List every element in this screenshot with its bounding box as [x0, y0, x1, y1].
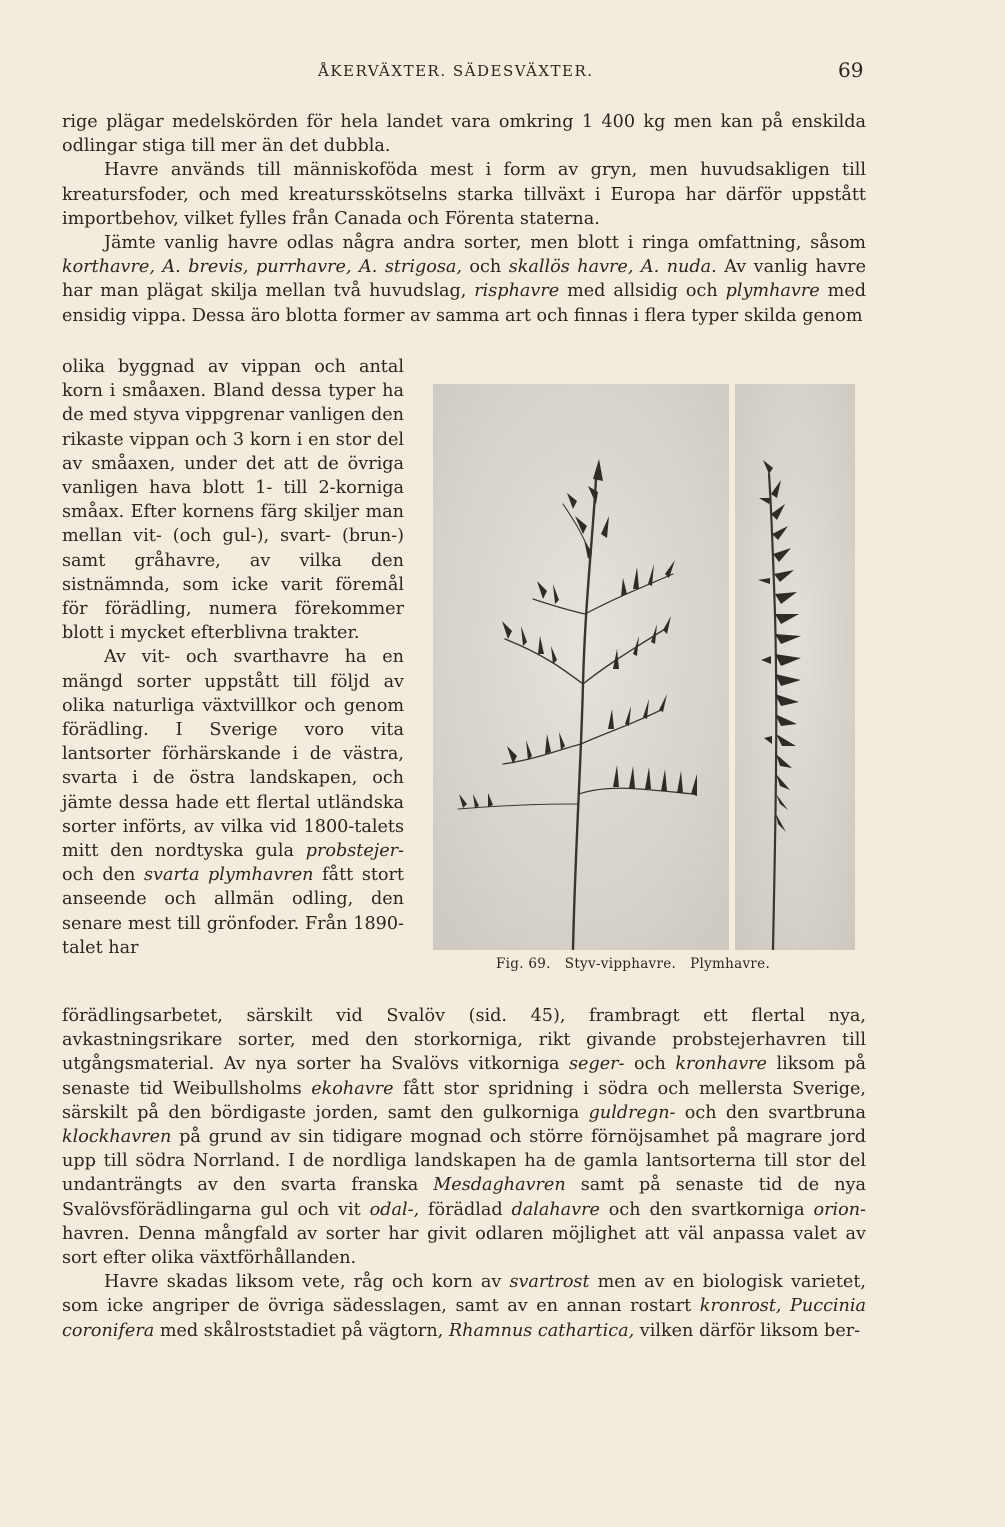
text-run: och den svartkorniga — [599, 1199, 814, 1220]
italic-run: odal-, — [369, 1199, 420, 1220]
text-run: men av en biologisk varietet, som icke angriper de övriga sädesslagen, samt av en annan rostart — [62, 1272, 866, 1317]
italic-run: svartrost — [509, 1272, 590, 1293]
figure-caption — [496, 956, 770, 972]
italic-run: risphavre — [474, 281, 560, 302]
oat-photographs — [433, 384, 855, 950]
text-run: fått stort anseende och allmän odling, den senare mest till grönfoder. Från 1890-talet har — [62, 865, 404, 958]
italic-run: svarta plymhavren — [144, 865, 314, 886]
text-run: med allsidig och — [559, 281, 726, 302]
paragraph-4-continued — [62, 1004, 866, 1270]
text-column-left — [62, 355, 404, 960]
page-number: 69 — [838, 58, 864, 82]
text-run: havren. Denna mångfald av sorter har givit odlaren möjlighet att väl anpassa valet av sort efter olika växtförhållanden. — [62, 1223, 866, 1269]
text-run: och — [624, 1054, 676, 1075]
text-run: Jämte vanlig havre odlas några andra sorter, men blott i ringa omfattning, såsom — [104, 233, 866, 254]
text-run: Av vanlig havre har man plägat skilja mellan två huvudslag, — [62, 257, 866, 302]
italic-run: dalahavre — [511, 1199, 600, 1220]
text-run: och den svartbruna — [675, 1102, 866, 1123]
paragraph-3-continued: olika byggnad av vippan och antal korn i småaxen. Bland dessa typer ha de med styva vippgrenar vanligen den rikaste vippan och 3 korn i en stor del av småaxen, under det att de övriga vanligen hava blott 1- till 2-korniga småax. Efter kornens färg skiljer man mellan vit- (och gul-), svart- (brun-) samt gråhavre, av vilka den sistnämnda, som icke varit föremål för förädling, numera förekommer blott i mycket efterblivna trakter. — [62, 357, 404, 644]
text-run: liksom på senaste tid Weibullsholms — [62, 1054, 866, 1099]
text-block-bottom — [62, 1004, 866, 1343]
text-run: samt på senaste tid de nya Svalövsförädlingarna gul och vit — [62, 1175, 866, 1220]
text-block-top — [62, 110, 866, 328]
paragraph-2: Havre används till människoföda mest i form av gryn, men huvudsakligen till kreatursfoder, och med kreatursskötselns starka tillväxt i Europa har därför uppstått importbehov, vilket fylles från Canada och Förenta staterna. — [62, 160, 866, 229]
text-run: förädlingsarbetet, särskilt vid Svalöv (sid. 45), frambragt ett flertal nya, avkastningsrikare sorter, med den storkorniga, rikt givande probstejerhavren till utgångsmaterial. Av nya sorter ha Svalövs vitkorniga — [62, 1006, 866, 1075]
italic-run: korthavre, A. brevis, purrhavre, A. strigosa, — [62, 257, 462, 278]
text-run: vilken därför liksom ber- — [634, 1320, 861, 1341]
italic-run: seger- — [569, 1054, 625, 1075]
photo-plymhavre — [735, 384, 855, 950]
italic-run: klockhavren — [62, 1127, 172, 1148]
figure-left-title: Styv-vipphavre. — [564, 956, 677, 972]
italic-run: skallös havre, A. nuda. — [508, 257, 717, 278]
paragraph-1: rige plägar medelskörden för hela landet vara omkring 1 400 kg men kan på enskilda odlingar stiga till mer än det dubbla. — [62, 112, 866, 157]
italic-run: plymhavre — [725, 281, 820, 302]
text-run: och den — [62, 865, 144, 886]
text-run: med ensidig vippa. Dessa äro blotta former av samma art och finnas i flera typer skilda genom — [62, 281, 866, 326]
figure-label: Fig. 69. — [496, 956, 551, 972]
italic-run: Rhamnus cathartica, — [448, 1320, 635, 1341]
italic-run: Mesdaghavren — [433, 1175, 566, 1196]
figure-right-title: Plymhavre. — [690, 956, 771, 972]
paragraph-3 — [62, 231, 866, 328]
italic-run: orion- — [813, 1199, 866, 1220]
text-run: fått stor spridning i södra och mellersta Sverige, särskilt på den bördigaste jorden, samt den gulkorniga — [62, 1078, 866, 1123]
text-run: på grund av sin tidigare mognad och större förnöjsamhet på magrare jord upp till södra Norrland. I de nordliga landskapen ha de gamla lantsorterna till stor del undanträngts av den svarta franska — [62, 1127, 866, 1196]
italic-run: kronhavre — [675, 1054, 767, 1075]
italic-run: probstejer- — [305, 841, 404, 862]
italic-run: kronrost, Puccinia coronifera — [62, 1296, 867, 1341]
photo-styv-vipphavre — [433, 384, 729, 950]
text-run: förädlad — [419, 1199, 512, 1220]
running-header: ÅKERVÄXTER. SÄDESVÄXTER. — [318, 62, 594, 80]
paragraph-5 — [62, 1270, 866, 1343]
text-run: Havre skadas liksom vete, råg och korn av — [104, 1272, 510, 1293]
paragraph-4 — [62, 645, 404, 960]
text-run: och — [461, 257, 509, 278]
text-run: Av vit- och svarthavre ha en mängd sorter uppstått till följd av olika naturliga växtvillkor och genom förädling. I Sverige voro vita lantsorter förhärskande i de västra, svarta i de östra landskapen, och jämte dessa hade ett flertal utländska sorter införts, av vilka vid 1800-talets mitt den nordtyska gula — [62, 647, 404, 862]
italic-run: guldregn- — [588, 1102, 676, 1123]
oat-figure — [433, 384, 855, 950]
italic-run: ekohavre — [311, 1078, 394, 1099]
text-run: med skålroststadiet på vägtorn, — [154, 1320, 449, 1341]
